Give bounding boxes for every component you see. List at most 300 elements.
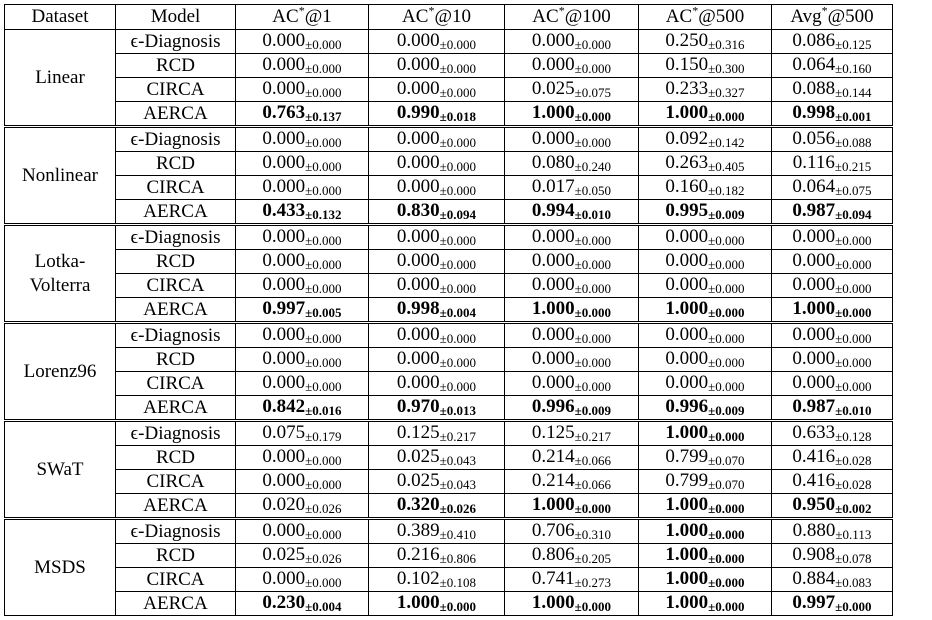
metric-value: 0.017 [531, 176, 575, 197]
metric-cell [369, 274, 505, 298]
metric-cell [505, 298, 639, 323]
metric-cell [772, 494, 893, 519]
model-name: CIRCA [116, 372, 236, 396]
model-name: CIRCA [116, 274, 236, 298]
metric-std: ±0.000 [439, 85, 477, 100]
metric-value: 0.025 [396, 470, 440, 491]
metric-value: 0.000 [665, 226, 709, 247]
metric-cell [505, 544, 639, 568]
metric-cell [236, 323, 369, 348]
metric-value: 0.994 [531, 200, 575, 221]
table-row [5, 298, 893, 323]
metric-cell [505, 494, 639, 519]
metric-value: 0.000 [262, 520, 306, 541]
metric-std: ±0.000 [574, 233, 612, 248]
metric-cell [772, 470, 893, 494]
metric-value: 0.000 [396, 348, 440, 369]
metric-std: ±0.000 [708, 233, 745, 248]
metric-value: 0.950 [792, 494, 836, 515]
metric-cell [639, 470, 772, 494]
metric-std: ±0.137 [305, 109, 342, 124]
metric-cell [639, 421, 772, 446]
metric-cell [236, 544, 369, 568]
metric-cell [772, 176, 893, 200]
metric-std: ±0.000 [708, 305, 745, 320]
metric-value: 0.102 [396, 568, 440, 589]
metric-std: ±0.083 [835, 575, 872, 590]
metric-std: ±0.000 [439, 37, 477, 52]
metric-value: 0.025 [396, 446, 440, 467]
dataset-cell [5, 225, 116, 323]
metric-cell [772, 298, 893, 323]
metric-cell [369, 250, 505, 274]
metric-std: ±0.000 [574, 37, 612, 52]
metric-value: 0.996 [665, 396, 709, 417]
table-row [5, 568, 893, 592]
metric-cell [505, 372, 639, 396]
metric-value: 0.000 [396, 30, 440, 51]
metric-value: 0.020 [262, 494, 306, 515]
metric-std: ±0.066 [574, 477, 612, 492]
metric-value: 0.233 [665, 78, 709, 99]
metric-cell [505, 225, 639, 250]
metric-std: ±0.000 [574, 599, 612, 614]
metric-cell [369, 592, 505, 616]
metric-std: ±0.000 [305, 379, 342, 394]
metric-std: ±0.026 [439, 501, 477, 516]
metric-cell [639, 200, 772, 225]
metric-std: ±0.000 [835, 257, 872, 272]
metric-cell [505, 421, 639, 446]
metric-value: 1.000 [531, 494, 575, 515]
dataset-cell [5, 421, 116, 519]
metric-value: 1.000 [665, 422, 709, 443]
metric-value: 0.000 [531, 30, 575, 51]
metric-value: 0.000 [262, 470, 306, 491]
metric-std: ±0.125 [835, 37, 872, 52]
metric-value: 0.000 [396, 152, 440, 173]
metric-std: ±0.000 [305, 85, 342, 100]
metric-std: ±0.000 [305, 527, 342, 542]
metric-value: 0.000 [792, 250, 836, 271]
metric-cell [369, 30, 505, 54]
metric-cell [505, 470, 639, 494]
metric-std: ±0.128 [835, 429, 872, 444]
metric-std: ±0.000 [439, 355, 477, 370]
metric-cell [639, 127, 772, 152]
metric-value: 0.000 [262, 274, 306, 295]
dataset-name-line: Volterra [29, 274, 91, 296]
metric-value: 0.080 [531, 152, 575, 173]
metric-cell [369, 152, 505, 176]
metric-cell [236, 78, 369, 102]
dataset-cell [5, 323, 116, 421]
metric-std: ±0.000 [439, 379, 477, 394]
header-avg-at-500: Avg*@500 [772, 5, 893, 30]
metric-std: ±0.000 [439, 159, 477, 174]
metric-cell [639, 54, 772, 78]
metric-value: 0.763 [262, 102, 306, 123]
metric-std: ±0.108 [439, 575, 477, 590]
metric-cell [236, 54, 369, 78]
model-name: CIRCA [116, 470, 236, 494]
header-ac-at-100: AC*@100 [505, 5, 639, 30]
metric-value: 0.116 [792, 152, 835, 173]
metric-cell [639, 372, 772, 396]
metric-std: ±0.000 [305, 159, 342, 174]
metric-cell [772, 348, 893, 372]
dataset-cell [5, 519, 116, 616]
metric-std: ±0.000 [439, 281, 477, 296]
metric-value: 0.998 [792, 102, 836, 123]
metric-cell [369, 568, 505, 592]
metric-cell [236, 102, 369, 127]
metric-cell [369, 298, 505, 323]
metric-cell [236, 446, 369, 470]
model-name: RCD [116, 544, 236, 568]
metric-cell [236, 421, 369, 446]
metric-cell [639, 225, 772, 250]
metric-cell [369, 348, 505, 372]
metric-cell [639, 250, 772, 274]
metric-std: ±0.000 [708, 109, 745, 124]
metric-cell [369, 446, 505, 470]
metric-std: ±0.070 [708, 477, 745, 492]
metric-std: ±0.066 [574, 453, 612, 468]
metric-value: 0.000 [396, 372, 440, 393]
metric-std: ±0.075 [574, 85, 612, 100]
metric-cell [369, 54, 505, 78]
metric-std: ±0.000 [708, 331, 745, 346]
metric-cell [639, 152, 772, 176]
metric-value: 0.842 [262, 396, 306, 417]
model-name: RCD [116, 446, 236, 470]
dataset-cell [5, 127, 116, 225]
metric-cell [772, 225, 893, 250]
metric-value: 0.075 [262, 422, 306, 443]
metric-value: 0.880 [792, 520, 836, 541]
metric-value: 0.250 [665, 30, 709, 51]
metric-value: 0.000 [665, 250, 709, 271]
metric-value: 0.000 [262, 568, 306, 589]
metric-cell [639, 494, 772, 519]
metric-cell [505, 396, 639, 421]
model-name: ϵ-Diagnosis [116, 225, 236, 250]
metric-value: 0.000 [531, 226, 575, 247]
metric-cell [505, 519, 639, 544]
metric-std: ±0.000 [439, 257, 477, 272]
metric-std: ±0.050 [574, 183, 612, 198]
table-row [5, 200, 893, 225]
metric-std: ±0.182 [708, 183, 745, 198]
metric-value: 0.000 [531, 128, 575, 149]
metric-value: 0.987 [792, 396, 836, 417]
metric-std: ±0.000 [708, 379, 745, 394]
metric-std: ±0.010 [574, 207, 612, 222]
model-name: CIRCA [116, 176, 236, 200]
metric-value: 0.000 [262, 30, 306, 51]
metric-cell [639, 176, 772, 200]
metric-std: ±0.000 [574, 109, 612, 124]
metric-cell [236, 396, 369, 421]
metric-std: ±0.000 [305, 281, 342, 296]
metric-cell [772, 127, 893, 152]
metric-std: ±0.240 [574, 159, 612, 174]
metric-std: ±0.000 [574, 379, 612, 394]
metric-std: ±0.000 [708, 527, 745, 542]
metric-std: ±0.001 [835, 109, 872, 124]
metric-std: ±0.000 [305, 233, 342, 248]
metric-std: ±0.000 [305, 355, 342, 370]
metric-std: ±0.088 [835, 135, 872, 150]
metric-cell [236, 372, 369, 396]
metric-cell [369, 200, 505, 225]
metric-std: ±0.144 [835, 85, 872, 100]
metric-value: 0.799 [665, 470, 709, 491]
header-ac-at-500: AC*@500 [639, 5, 772, 30]
metric-std: ±0.009 [708, 403, 745, 418]
metric-value: 0.000 [792, 372, 836, 393]
metric-value: 0.000 [396, 54, 440, 75]
metric-std: ±0.000 [835, 379, 872, 394]
metric-cell [369, 470, 505, 494]
metric-value: 0.056 [792, 128, 836, 149]
metric-std: ±0.000 [439, 331, 477, 346]
metric-value: 0.433 [262, 200, 306, 221]
dataset-name-line: Lotka- [34, 250, 86, 272]
dataset-name: MSDS [34, 556, 86, 578]
metric-value: 0.025 [262, 544, 306, 565]
metric-std: ±0.000 [305, 477, 342, 492]
model-name: AERCA [116, 102, 236, 127]
metric-value: 0.064 [792, 54, 836, 75]
metric-value: 0.000 [396, 78, 440, 99]
metric-value: 1.000 [665, 102, 709, 123]
metric-value: 0.000 [262, 250, 306, 271]
metric-value: 1.000 [531, 298, 575, 319]
metric-std: ±0.000 [708, 281, 745, 296]
metric-cell [505, 54, 639, 78]
metric-value: 0.263 [665, 152, 709, 173]
metric-cell [369, 323, 505, 348]
metric-cell [369, 78, 505, 102]
metric-std: ±0.000 [305, 135, 342, 150]
metric-value: 0.000 [396, 128, 440, 149]
metric-cell [369, 372, 505, 396]
metric-std: ±0.205 [574, 551, 612, 566]
metric-value: 1.000 [665, 494, 709, 515]
metric-value: 0.997 [792, 592, 836, 613]
metric-std: ±0.273 [574, 575, 612, 590]
metric-std: ±0.002 [835, 501, 872, 516]
metric-value: 0.000 [665, 348, 709, 369]
metric-value: 0.000 [531, 348, 575, 369]
metric-value: 0.995 [665, 200, 709, 221]
metric-std: ±0.327 [708, 85, 745, 100]
model-name: ϵ-Diagnosis [116, 30, 236, 54]
metric-cell [505, 323, 639, 348]
metric-std: ±0.806 [439, 551, 477, 566]
metric-std: ±0.009 [574, 403, 612, 418]
metric-cell [639, 396, 772, 421]
metric-value: 0.741 [531, 568, 575, 589]
model-name: RCD [116, 54, 236, 78]
table-row [5, 519, 893, 544]
metric-std: ±0.410 [439, 527, 477, 542]
header-ac-at-1: AC*@1 [236, 5, 369, 30]
table-row [5, 127, 893, 152]
metric-value: 0.000 [262, 128, 306, 149]
metric-cell [505, 274, 639, 298]
dataset-name: SWaT [36, 458, 84, 480]
metric-value: 1.000 [665, 520, 709, 541]
metric-std: ±0.000 [439, 183, 477, 198]
metric-std: ±0.043 [439, 477, 477, 492]
metric-cell [236, 152, 369, 176]
metric-value: 1.000 [665, 544, 709, 565]
metric-std: ±0.000 [305, 453, 342, 468]
metric-std: ±0.026 [305, 551, 342, 566]
metric-std: ±0.000 [439, 233, 477, 248]
metric-value: 0.092 [665, 128, 709, 149]
model-name: ϵ-Diagnosis [116, 323, 236, 348]
metric-std: ±0.000 [305, 257, 342, 272]
dataset-name: Linear [35, 66, 85, 88]
metric-value: 0.000 [396, 176, 440, 197]
model-name: RCD [116, 348, 236, 372]
metric-std: ±0.028 [835, 477, 872, 492]
model-name: AERCA [116, 396, 236, 421]
metric-cell [639, 348, 772, 372]
metric-std: ±0.000 [574, 355, 612, 370]
metric-std: ±0.316 [708, 37, 745, 52]
metric-cell [772, 30, 893, 54]
metric-cell [236, 494, 369, 519]
metric-cell [369, 544, 505, 568]
metric-cell [505, 200, 639, 225]
model-name: ϵ-Diagnosis [116, 127, 236, 152]
metric-cell [639, 568, 772, 592]
table-row [5, 470, 893, 494]
metric-cell [772, 200, 893, 225]
metric-cell [505, 250, 639, 274]
metric-value: 0.000 [531, 274, 575, 295]
metric-value: 0.214 [531, 470, 575, 491]
metric-std: ±0.000 [708, 501, 745, 516]
model-name: AERCA [116, 494, 236, 519]
metric-std: ±0.217 [574, 429, 612, 444]
metric-cell [236, 592, 369, 616]
dataset-name: Nonlinear [22, 164, 98, 186]
metric-value: 0.000 [792, 274, 836, 295]
metric-value: 1.000 [665, 568, 709, 589]
metric-value: 0.125 [531, 422, 575, 443]
metric-std: ±0.000 [835, 355, 872, 370]
metric-std: ±0.000 [574, 331, 612, 346]
metric-std: ±0.026 [305, 501, 342, 516]
metric-cell [772, 250, 893, 274]
metric-cell [369, 102, 505, 127]
metric-std: ±0.000 [439, 135, 477, 150]
table-row [5, 544, 893, 568]
metric-value: 0.990 [396, 102, 440, 123]
metric-std: ±0.043 [439, 453, 477, 468]
metric-value: 0.806 [531, 544, 575, 565]
metric-value: 0.000 [396, 274, 440, 295]
metric-value: 1.000 [665, 298, 709, 319]
metric-std: ±0.000 [305, 183, 342, 198]
metric-cell [236, 200, 369, 225]
metric-value: 0.000 [531, 324, 575, 345]
metric-value: 0.000 [396, 226, 440, 247]
metric-value: 0.214 [531, 446, 575, 467]
metric-std: ±0.000 [835, 281, 872, 296]
metric-std: ±0.018 [439, 109, 477, 124]
metric-value: 0.000 [262, 372, 306, 393]
metric-std: ±0.000 [708, 355, 745, 370]
metric-cell [639, 446, 772, 470]
metric-cell [772, 446, 893, 470]
metric-value: 0.000 [262, 226, 306, 247]
metric-value: 0.025 [531, 78, 575, 99]
model-name: CIRCA [116, 568, 236, 592]
metric-std: ±0.300 [708, 61, 745, 76]
metric-std: ±0.010 [835, 403, 872, 418]
metric-std: ±0.000 [835, 233, 872, 248]
metric-value: 0.000 [792, 324, 836, 345]
metric-std: ±0.310 [574, 527, 612, 542]
metric-cell [772, 396, 893, 421]
metric-cell [772, 78, 893, 102]
metric-cell [505, 127, 639, 152]
metric-value: 0.389 [396, 520, 440, 541]
dataset-cell [5, 30, 116, 127]
header-model: Model [116, 5, 236, 30]
metric-cell [505, 446, 639, 470]
metric-value: 0.086 [792, 30, 836, 51]
metric-std: ±0.094 [439, 207, 477, 222]
metric-cell [369, 494, 505, 519]
table-row [5, 54, 893, 78]
metric-std: ±0.179 [305, 429, 342, 444]
metric-cell [236, 348, 369, 372]
metric-value: 1.000 [665, 592, 709, 613]
metric-cell [505, 348, 639, 372]
metric-cell [505, 568, 639, 592]
table-row [5, 78, 893, 102]
metric-cell [639, 519, 772, 544]
metric-std: ±0.000 [439, 61, 477, 76]
metric-std: ±0.000 [708, 575, 745, 590]
metric-std: ±0.000 [708, 599, 745, 614]
metric-value: 0.706 [531, 520, 575, 541]
metric-std: ±0.000 [439, 599, 477, 614]
metric-value: 0.150 [665, 54, 709, 75]
metric-std: ±0.000 [305, 37, 342, 52]
metric-value: 0.830 [396, 200, 440, 221]
metric-cell [639, 544, 772, 568]
dataset-name: Lorenz96 [23, 360, 97, 382]
metric-value: 0.416 [792, 470, 836, 491]
table-row [5, 152, 893, 176]
metric-value: 0.633 [792, 422, 836, 443]
metric-cell [639, 78, 772, 102]
metric-value: 0.908 [792, 544, 836, 565]
metric-cell [639, 323, 772, 348]
metric-cell [772, 372, 893, 396]
metric-cell [236, 176, 369, 200]
metric-cell [236, 568, 369, 592]
